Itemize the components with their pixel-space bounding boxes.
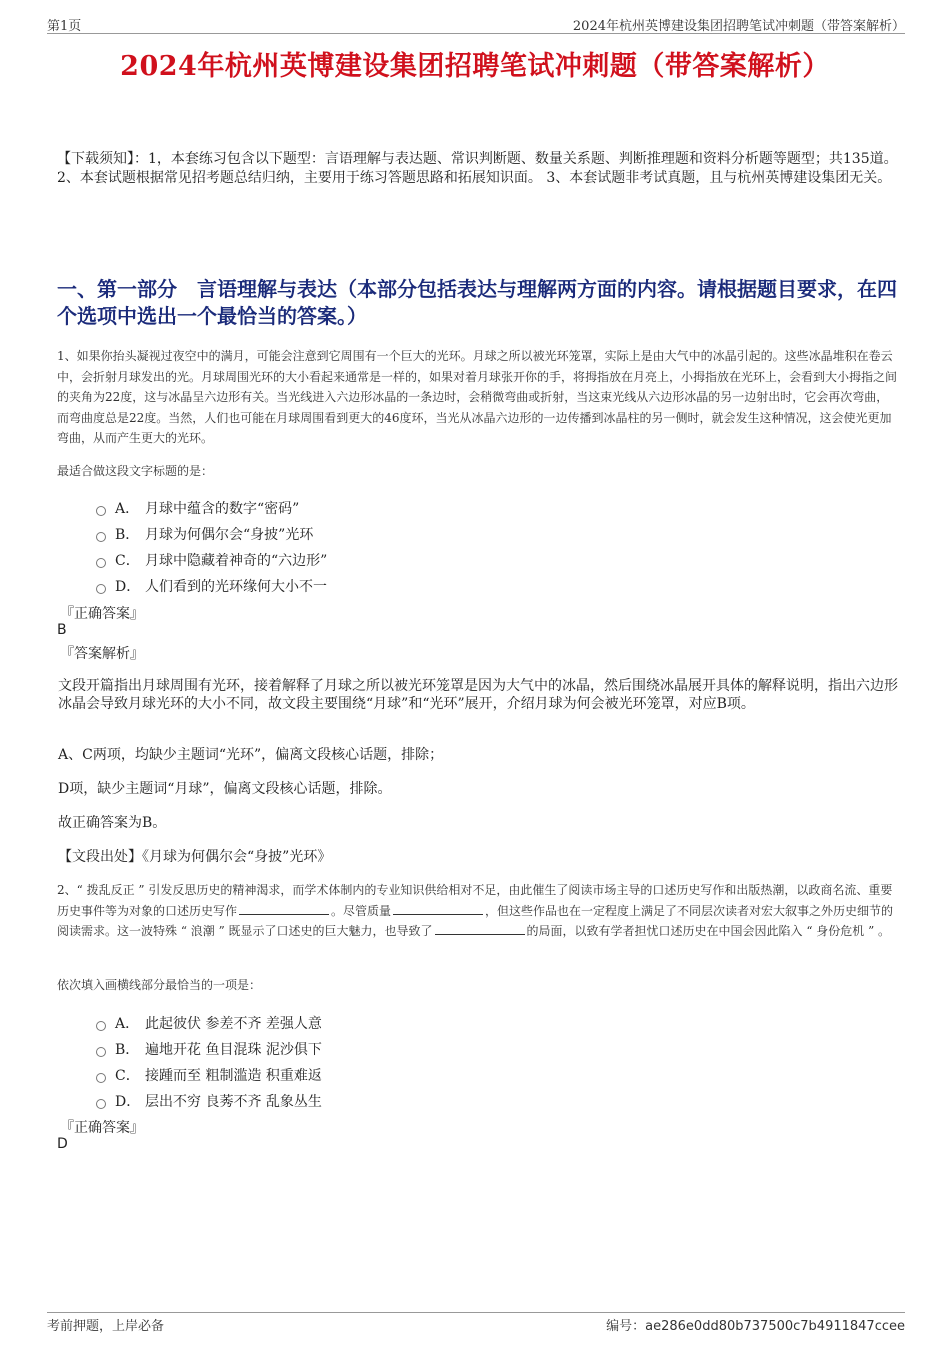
blank-2 [393, 905, 483, 915]
question-2-option-b[interactable] [96, 1036, 322, 1062]
option-letter: A． [115, 501, 140, 517]
radio-icon[interactable] [96, 1099, 106, 1109]
radio-icon[interactable] [96, 506, 106, 516]
page-footer [47, 1312, 905, 1332]
question-1-passage: 1、如果你抬头凝视过夜空中的满月，可能会注意到它周围有一个巨大的光环。月球之所以被光环笼罩，实际上是由大气中的冰晶引起的。这些冰晶堆积在卷云中，会折射月球发出的光。月球周围光环的大小看起来通常是一样的，如果对着月球张开你的手，将拇指放在月亮上，小拇指放在光环上，会看到大小拇指之间的夹角为22度，这与冰晶呈六边形有关。当光线进入六边形冰晶的一条边时，会稍微弯曲或折射，当这束光线从六边形冰晶的另一边射出时，它会再次弯曲，而弯曲度总是22度。当然，人们也可能在月球周围看到更大的46度环，当光从冰晶六边形的一边传播到冰晶柱的另一侧时，就会发生这种情况，这会使光更加弯曲，从而产生更大的光环。 [57, 349, 898, 445]
question-1-prompt: 最适合做这段文字标题的是： [57, 464, 214, 478]
option-text: 人们看到的光环缘何大小不一 [145, 579, 327, 595]
radio-icon[interactable] [96, 532, 106, 542]
analysis-paragraph: 故正确答案为B。 [58, 815, 167, 831]
option-letter: B． [115, 1042, 140, 1058]
question-1-option-d[interactable] [96, 573, 327, 599]
passage-text: 2、“ 拨乱反正 ” 引发反思历史的精神渴求，而学术体制内的专业知识供给相对不足，由此催生了阅读市场主导的口述历史写作和出版热潮，以政商名流、重要历史事件等为对象的口述历史写作 [57, 883, 893, 918]
option-letter: A． [115, 1016, 140, 1032]
option-text: 接踵而至 粗制滥造 积重难返 [145, 1068, 322, 1084]
option-text: 月球中蕴含的数字“密码” [145, 501, 300, 517]
page-header [47, 12, 905, 34]
analysis-paragraph: D项，缺少主题词“月球”，偏离文段核心话题，排除。 [58, 781, 392, 797]
question-1-answer: B [57, 622, 67, 638]
question-1-options [96, 495, 327, 599]
question-2-options [96, 1010, 322, 1114]
option-text: 层出不穷 良莠不齐 乱象丛生 [145, 1094, 322, 1110]
option-letter: D． [115, 579, 141, 595]
question-1-option-a[interactable] [96, 495, 327, 521]
question-2-passage [57, 880, 900, 942]
question-2-prompt: 依次填入画横线部分最恰当的一项是： [57, 978, 262, 992]
passage-text: 的局面，以致有学者担忧口述历史在中国会因此陷入 “ 身份危机 ” 。 [526, 924, 891, 938]
passage-source: 【文段出处】《月球为何偶尔会“身披”光环》 [58, 849, 332, 865]
option-letter: C． [115, 1068, 140, 1084]
analysis-paragraph: A、C两项，均缺少主题词“光环”，偏离文段核心话题，排除； [58, 747, 444, 763]
download-notice: 【下载须知】：1，本套练习包含以下题型：言语理解与表达题、常识判断题、数量关系题、判断推理题和资料分析题等题型；共135道。 2、本套试题根据常见招考题总结归纳，主要用于练习答题思路和拓展知识面。 3、本套试题非考试真题，且与杭州英博建设集团无关。 [57, 151, 898, 186]
page-number: 第1页 [47, 19, 82, 34]
code-label: 编号： [606, 1319, 646, 1334]
radio-icon[interactable] [96, 558, 106, 568]
question-1-option-b[interactable] [96, 521, 327, 547]
header-doc-title: 2024年杭州英博建设集团招聘笔试冲刺题（带答案解析） [572, 19, 905, 34]
footer-code [606, 1315, 905, 1334]
question-2-option-d[interactable] [96, 1088, 322, 1114]
question-1-option-c[interactable] [96, 547, 327, 573]
blank-3 [435, 925, 525, 935]
radio-icon[interactable] [96, 584, 106, 594]
option-letter: D． [115, 1094, 141, 1110]
blank-1 [239, 905, 329, 915]
option-text: 遍地开花 鱼目混珠 泥沙俱下 [145, 1042, 322, 1058]
question-1-analysis-label: 『答案解析』 [60, 646, 144, 662]
question-2-answer-label: 『正确答案』 [60, 1120, 144, 1136]
question-2-answer: D [57, 1136, 68, 1152]
option-text: 月球为何偶尔会“身披”光环 [145, 527, 314, 543]
analysis-paragraph: 文段开篇指出月球周围有光环，接着解释了月球之所以被光环笼罩是因为大气中的冰晶，然后围绕冰晶展开具体的解释说明，指出六边形冰晶会导致月球光环的大小不同，故文段主要围绕“月球”和“光环”展开，介绍月球为何会被光环笼罩，对应B项。 [58, 678, 898, 712]
section-heading: 一、第一部分 言语理解与表达（本部分包括表达与理解两方面的内容。请根据题目要求，在四个选项中选出一个最恰当的答案。） [57, 277, 897, 328]
radio-icon[interactable] [96, 1073, 106, 1083]
document-title: 2024年杭州英博建设集团招聘笔试冲刺题（带答案解析） [120, 51, 830, 82]
radio-icon[interactable] [96, 1021, 106, 1031]
question-1-answer-label: 『正确答案』 [60, 606, 144, 622]
document-code: ae286e0dd80b737500c7b4911847ccee [645, 1319, 905, 1334]
footer-slogan: 考前押题，上岸必备 [47, 1319, 165, 1334]
radio-icon[interactable] [96, 1047, 106, 1057]
passage-text: 。尽管质量 [331, 903, 392, 918]
option-letter: C． [115, 553, 140, 569]
option-text: 月球中隐藏着神奇的“六边形” [145, 553, 328, 569]
passage-text: ，但这些作品也在一定程度上满足了不同层次读者对宏大叙事之外历史细节的阅读需求。这一波特殊 “ 浪潮 ” 既显示了口述史的巨大魅力，也导致了 [57, 903, 894, 938]
question-2-option-c[interactable] [96, 1062, 322, 1088]
question-2-option-a[interactable] [96, 1010, 322, 1036]
option-text: 此起彼伏 参差不齐 差强人意 [145, 1016, 322, 1032]
option-letter: B． [115, 527, 140, 543]
